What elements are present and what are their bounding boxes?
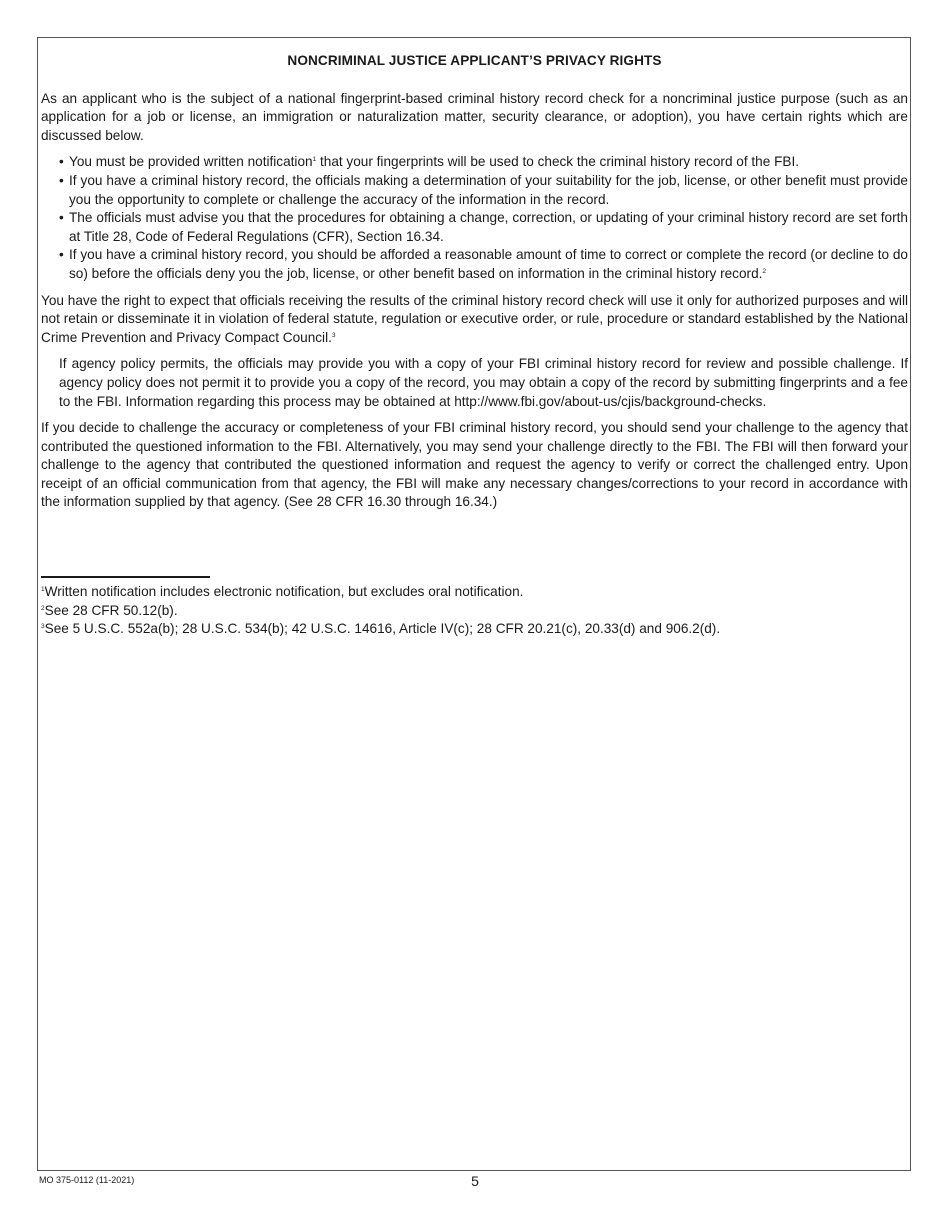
footnote-text: Written notification includes electronic notification, but excludes oral notification. bbox=[44, 584, 524, 599]
page-number: 5 bbox=[471, 1173, 479, 1189]
challenge-paragraph: If you decide to challenge the accuracy or completeness of your FBI criminal history record, you should send your challenge to the agency that contributed the questioned information to the FBI. Alternatively, you may send your challenge directly to the FBI. The FBI will then forward your challenge to the agency that contributed the questioned information and request the agency to verify or correct the challenged entry. Upon receipt of an official communication from that agency, the FBI will make any necessary changes/corrections to your record in accordance with the information supplied by that agency. (See 28 CFR 16.30 through 16.34.) bbox=[41, 420, 908, 510]
footnote-text: See 5 U.S.C. 552a(b); 28 U.S.C. 534(b); 42 U.S.C. 14616, Article IV(c); 28 CFR 20.21(c), 20.33(d) and 906.2(d). bbox=[44, 621, 721, 637]
footnote bbox=[41, 602, 908, 621]
bullet-text: If you have a criminal history record, you should be afforded a reasonable amount of time to correct or complete the record (or decline to do so) before the officials deny you the job, license, or other benefit based on information in the criminal history record. bbox=[69, 247, 908, 281]
bullet-text-cont: that your fingerprints will be used to check the criminal history record of the FBI. bbox=[316, 154, 799, 170]
footnote-number: 1 bbox=[41, 586, 45, 593]
list-item bbox=[59, 209, 908, 246]
rights-list bbox=[41, 153, 908, 283]
footnotes bbox=[41, 583, 908, 639]
bullet-text: The officials must advise you that the procedures for obtaining a change, correction, or updating of your criminal history record are set forth at Title 28, Code of Federal Regulations (CFR), Section 16.34. bbox=[69, 210, 908, 244]
list-item bbox=[59, 172, 908, 209]
footnote bbox=[41, 620, 908, 639]
rights-text: You have the right to expect that officials receiving the results of the criminal history record check will use it only for authorized purposes and will not retain or disseminate it in violation of federal statute, regulation or executive order, or rule, procedure or standard established by the National Crime Prevention and Privacy Compact Council. bbox=[41, 292, 908, 345]
copy-paragraph: If agency policy permits, the officials may provide you with a copy of your FBI criminal history record for review and possible challenge. If agency policy does not permit it to provide you a copy of the record, you may obtain a copy of the record by submitting fingerprints and a fee to the FBI. Information regarding this process may be obtained at http://www.fbi.gov/about-us/cjis/background-checks. bbox=[59, 356, 908, 409]
form-number: MO 375-0112 (11-2021) bbox=[39, 1175, 135, 1185]
bullet-text: You must be provided written notification bbox=[69, 154, 313, 170]
rights-paragraph bbox=[41, 292, 908, 348]
list-item bbox=[59, 246, 908, 283]
footnote-ref: 2 bbox=[762, 267, 767, 275]
footnote-number: 3 bbox=[41, 623, 45, 631]
footnote-divider bbox=[41, 576, 210, 578]
footnote-text: See 28 CFR 50.12(b). bbox=[44, 602, 178, 618]
footnote-ref: 3 bbox=[331, 331, 336, 339]
footnote-ref: 1 bbox=[312, 156, 317, 164]
document-title: NONCRIMINAL JUSTICE APPLICANT’S PRIVACY RIGHTS bbox=[287, 53, 662, 68]
footnote bbox=[41, 583, 908, 602]
footnote-number: 2 bbox=[41, 604, 45, 612]
bullet-text: If you have a criminal history record, the officials making a determination of your suitability for the job, license, or other benefit must provide you the opportunity to complete or challenge the accuracy of the information in the record. bbox=[69, 172, 908, 207]
list-item bbox=[59, 153, 908, 172]
intro-paragraph: As an applicant who is the subject of a national fingerprint-based criminal history record check for a noncriminal justice purpose (such as an application for a job or license, an immigration or naturalization matter, security clearance, or adoption), you have certain rights which are discussed below. bbox=[41, 90, 908, 143]
document-body bbox=[41, 52, 908, 520]
